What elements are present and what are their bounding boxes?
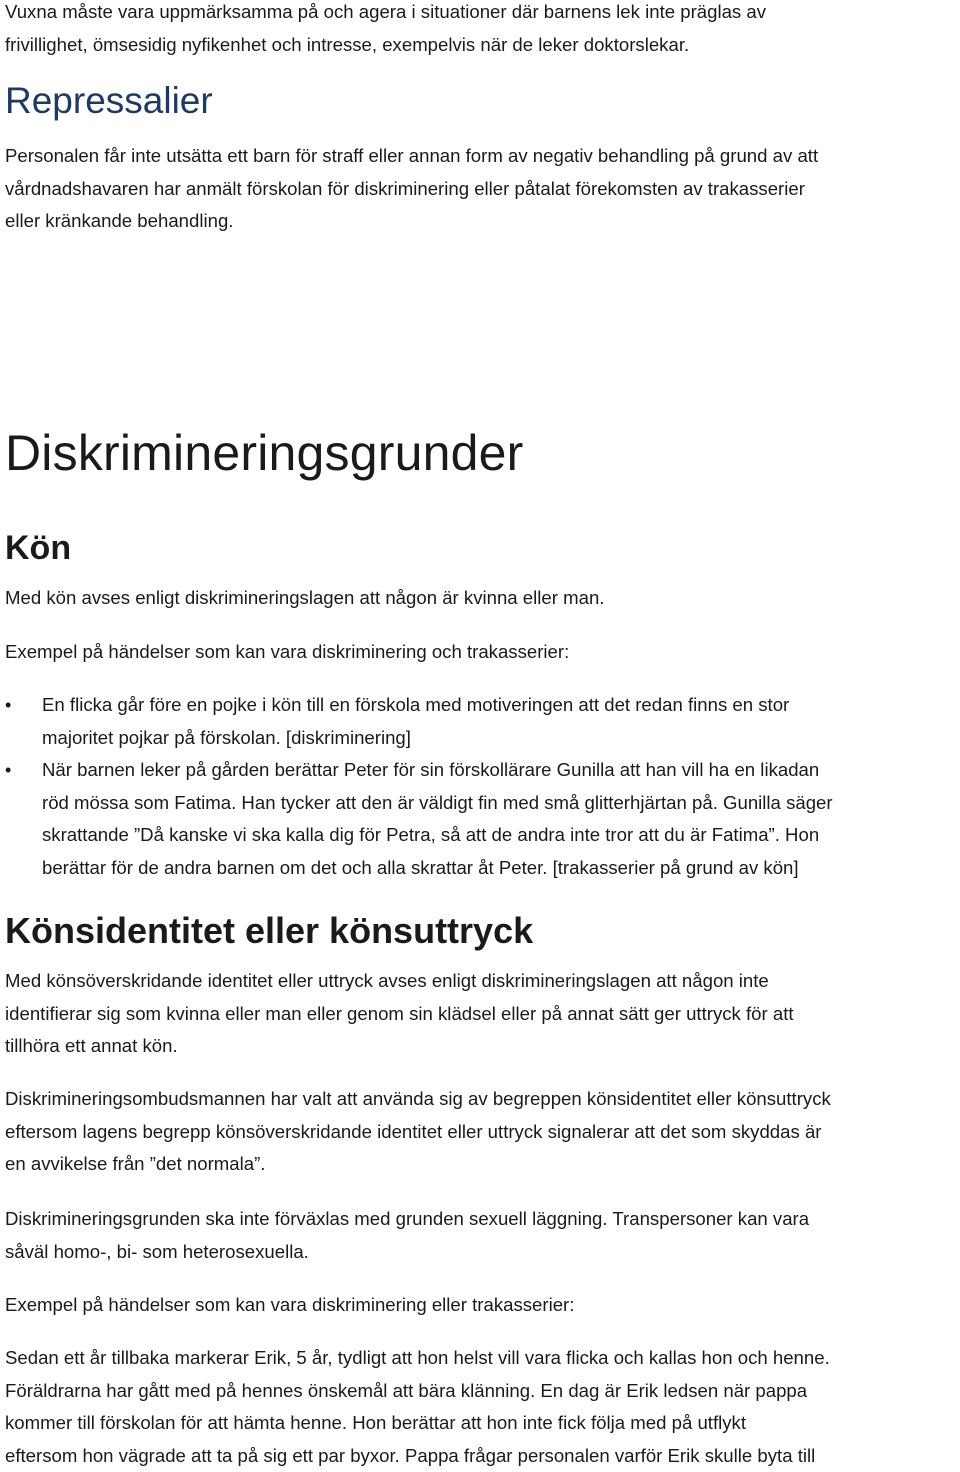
text-line: frivillighet, ömsesidig nyfikenhet och intresse, exempelvis när de leker doktorslekar. — [5, 29, 766, 62]
text-line: identifierar sig som kvinna eller man eller genom sin klädsel eller på annat sätt ger uttryck för att — [5, 998, 794, 1031]
text-line: Diskrimineringsgrunden ska inte förväxlas med grunden sexuell läggning. Transpersoner kan vara — [5, 1203, 809, 1236]
konsidentitet-do-paragraph — [5, 1083, 831, 1181]
heading-diskrimineringsgrunder: Diskrimineringsgrunder — [5, 424, 523, 482]
list-item — [5, 689, 833, 754]
kon-example-intro: Exempel på händelser som kan vara diskriminering och trakasserier: — [5, 636, 569, 669]
text-line: tillhöra ett annat kön. — [5, 1030, 794, 1063]
bullet-icon: • — [5, 754, 25, 787]
text-line: Vuxna måste vara uppmärksamma på och agera i situationer där barnens lek inte präglas av — [5, 0, 766, 29]
text-line: berättar för de andra barnen om det och alla skrattar åt Peter. [trakasserier på grund av kön] — [42, 852, 833, 885]
text-line: Föräldrarna har gått med på hennes önskemål att bära klänning. En dag är Erik ledsen när pappa — [5, 1375, 830, 1408]
text-line: vårdnadshavaren har anmält förskolan för diskriminering eller påtalat förekomsten av trakasserier — [5, 173, 818, 206]
text-line: eftersom hon vägrade att ta på sig ett par byxor. Pappa frågar personalen varför Erik skulle byta till — [5, 1440, 830, 1472]
bullet-icon: • — [5, 689, 25, 722]
text-line: såväl homo-, bi- som heterosexuella. — [5, 1236, 809, 1269]
heading-kon: Kön — [5, 529, 71, 568]
intro-paragraph — [5, 0, 766, 61]
text-line: en avvikelse från ”det normala”. — [5, 1148, 831, 1181]
heading-konsidentitet: Könsidentitet eller könsuttryck — [5, 910, 533, 952]
text-line: röd mössa som Fatima. Han tycker att den är väldigt fin med små glitterhjärtan på. Gunilla säger — [42, 787, 833, 820]
konsidentitet-definition — [5, 965, 794, 1063]
konsidentitet-distinction-paragraph — [5, 1203, 809, 1268]
text-line: majoritet pojkar på förskolan. [diskriminering] — [42, 722, 833, 755]
heading-repressalier: Repressalier — [5, 80, 213, 122]
kon-definition: Med kön avses enligt diskrimineringslagen att någon är kvinna eller man. — [5, 582, 604, 615]
konsidentitet-example-intro: Exempel på händelser som kan vara diskriminering eller trakasserier: — [5, 1289, 574, 1322]
text-line: Med könsöverskridande identitet eller uttryck avses enligt diskrimineringslagen att någon inte — [5, 965, 794, 998]
repressalier-paragraph — [5, 140, 818, 238]
list-item — [5, 754, 833, 884]
text-line: Personalen får inte utsätta ett barn för straff eller annan form av negativ behandling på grund av att — [5, 140, 818, 173]
konsidentitet-example-paragraph — [5, 1342, 830, 1472]
text-line: eftersom lagens begrepp könsöverskridande identitet eller uttryck signalerar att det som skyddas är — [5, 1116, 831, 1149]
text-line: Diskrimineringsombudsmannen har valt att använda sig av begreppen könsidentitet eller könsuttryck — [5, 1083, 831, 1116]
text-line: skrattande ”Då kanske vi ska kalla dig för Petra, så att de andra inte tror att du är Fatima”. Hon — [42, 819, 833, 852]
text-line: När barnen leker på gården berättar Peter för sin förskollärare Gunilla att han vill ha en likadan — [42, 754, 833, 787]
text-line: eller kränkande behandling. — [5, 205, 818, 238]
text-line: En flicka går före en pojke i kön till en förskola med motiveringen att det redan finns en stor — [42, 689, 833, 722]
text-line: Sedan ett år tillbaka markerar Erik, 5 år, tydligt att hon helst vill vara flicka och kallas hon och henne. — [5, 1342, 830, 1375]
kon-examples-list — [5, 689, 833, 884]
text-line: kommer till förskolan för att hämta henne. Hon berättar att hon inte fick följa med på utflykt — [5, 1407, 830, 1440]
